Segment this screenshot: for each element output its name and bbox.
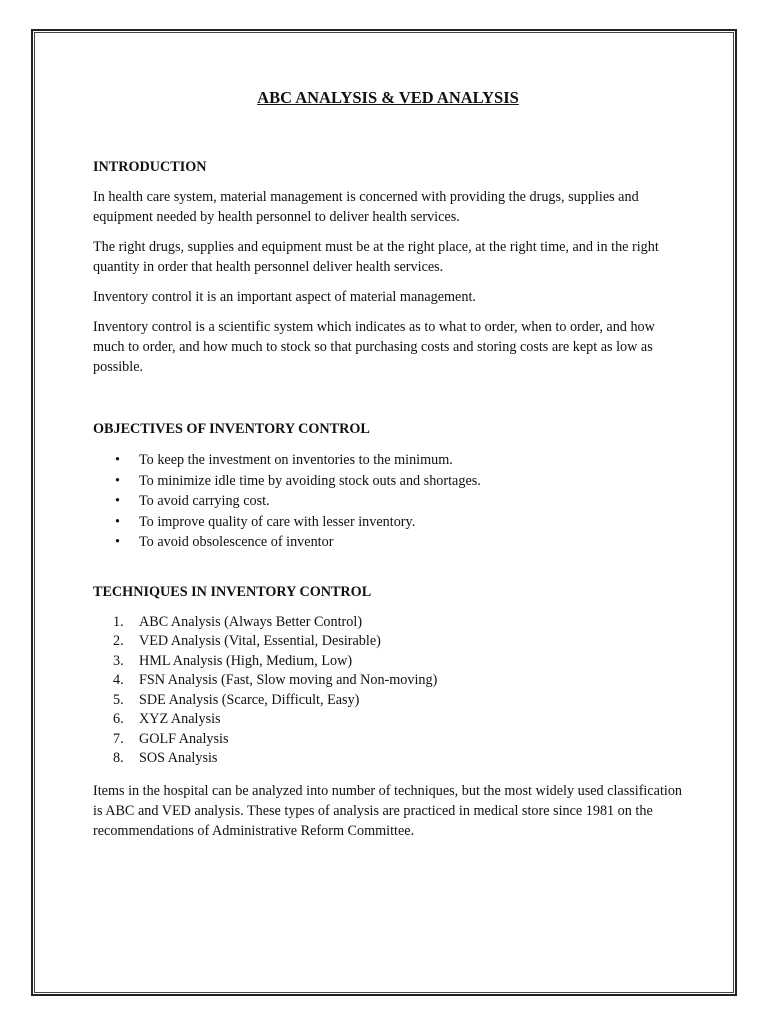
objectives-list: [93, 450, 683, 553]
list-item-text: To minimize idle time by avoiding stock outs and shortages.: [139, 472, 481, 489]
list-item-text: To avoid obsolescence of inventor: [139, 534, 334, 550]
techniques-heading: TECHNIQUES IN INVENTORY CONTROL: [93, 583, 372, 600]
list-item-text: To avoid carrying cost.: [139, 493, 270, 509]
list-item-text: FSN Analysis (Fast, Slow moving and Non-moving): [139, 672, 438, 688]
list-item-number: 3.: [113, 652, 124, 669]
intro-paragraph-3: Inventory control it is an important aspect of material management.: [93, 289, 476, 305]
list-item-number: 6.: [113, 711, 124, 727]
document-body: [93, 86, 683, 841]
introduction-heading: INTRODUCTION: [93, 159, 207, 175]
list-item: [93, 532, 683, 553]
list-item: [93, 632, 683, 652]
list-item: [93, 691, 683, 711]
list-item-text: ABC Analysis (Always Better Control): [139, 613, 363, 630]
list-item-number: 8.: [113, 750, 124, 766]
list-item: [93, 471, 683, 492]
document-title: ABC ANALYSIS & VED ANALYSIS: [257, 88, 519, 107]
list-item-number: 5.: [113, 691, 124, 708]
list-item-text: SDE Analysis (Scarce, Difficult, Easy): [139, 691, 360, 708]
bullet-icon: •: [115, 534, 120, 550]
list-item-number: 4.: [113, 672, 124, 688]
list-item: [93, 671, 683, 691]
list-item: [93, 491, 683, 512]
intro-paragraph-4: Inventory control is a scientific system which indicates as to what to order, when to order, and how much to order, and how much to stock so that purchasing costs and storing costs are kept as low as possible.: [93, 319, 655, 375]
list-item: [93, 613, 683, 633]
bullet-icon: •: [115, 472, 120, 489]
list-item: [93, 512, 683, 533]
list-item-number: 1.: [113, 613, 124, 630]
list-item-text: To improve quality of care with lesser inventory.: [139, 513, 416, 530]
bullet-icon: •: [115, 493, 120, 509]
list-item-text: VED Analysis (Vital, Essential, Desirable): [139, 633, 381, 649]
list-item: [93, 749, 683, 769]
list-item: [93, 710, 683, 730]
list-item-text: GOLF Analysis: [139, 730, 229, 747]
objectives-heading: OBJECTIVES OF INVENTORY CONTROL: [93, 421, 370, 437]
techniques-list: [93, 613, 683, 769]
list-item-text: XYZ Analysis: [139, 711, 221, 727]
list-item: [93, 652, 683, 672]
list-item-text: To keep the investment on inventories to the minimum.: [139, 452, 453, 468]
list-item: [93, 450, 683, 471]
techniques-closing-paragraph: Items in the hospital can be analyzed into number of techniques, but the most widely used classification is ABC and VED analysis. These types of analysis are practiced in medical store since 1981 on the recommendations of Administrative Reform Committee.: [93, 782, 683, 839]
list-item-text: HML Analysis (High, Medium, Low): [139, 652, 353, 669]
list-item-number: 2.: [113, 633, 124, 649]
intro-paragraph-1: In health care system, material management is concerned with providing the drugs, supplies and equipment needed by health personnel to deliver health services.: [93, 189, 639, 225]
intro-paragraph-2: The right drugs, supplies and equipment must be at the right place, at the right time, and in the right quantity in order that health personnel deliver health services.: [93, 239, 659, 275]
bullet-icon: •: [115, 452, 120, 468]
list-item-number: 7.: [113, 730, 124, 747]
list-item-text: SOS Analysis: [139, 750, 218, 766]
bullet-icon: •: [115, 513, 120, 530]
list-item: [93, 730, 683, 750]
